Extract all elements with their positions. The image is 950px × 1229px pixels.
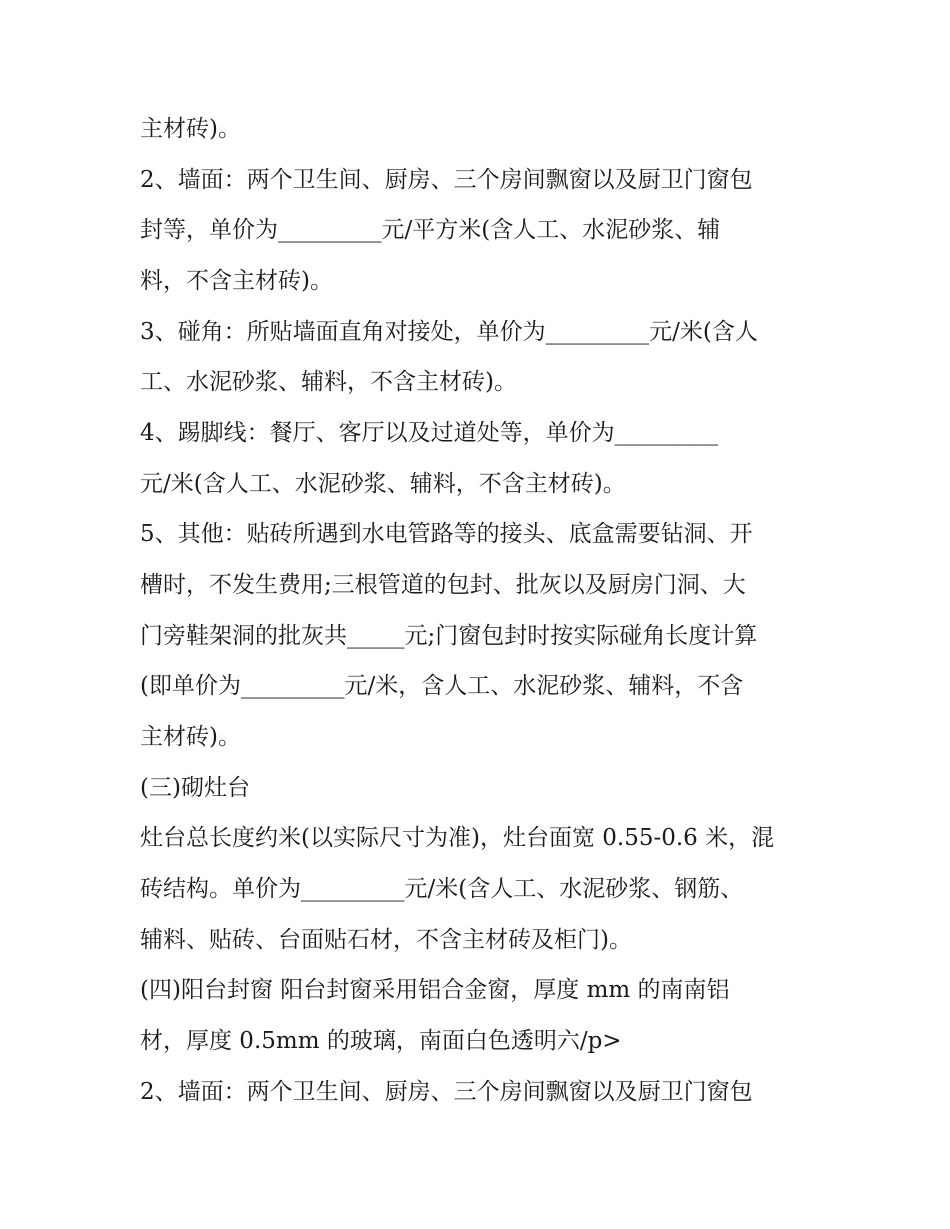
text-line: 4、踢脚线：餐厅、客厅以及过道处等，单价为_________ [140,420,719,446]
text-line: 5、其他：贴砖所遇到水电管路等的接头、底盒需要钻洞、开 [140,521,753,547]
text-line: 辅料、贴砖、台面贴石材，不含主材砖及柜门)。 [140,927,632,953]
text-line: 2、墙面：两个卫生间、厨房、三个房间飘窗以及厨卫门窗包 [140,167,753,193]
text-line: 灶台总长度约米(以实际尺寸为准)，灶台面宽 0.55-0.6 米，混 [140,825,775,851]
text-line: 砖结构。单价为_________元/米(含人工、水泥砂浆、钢筋、 [140,876,744,902]
text-line: 元/米(含人工、水泥砂浆、辅料，不含主材砖)。 [140,471,626,497]
text-line: 料，不含主材砖)。 [140,268,333,294]
text-line: (即单价为_________元/米，含人工、水泥砂浆、辅料，不含 [140,673,744,699]
text-line: 主材砖)。 [140,724,241,750]
text-line: (四)阳台封窗 阳台封窗采用铝合金窗，厚度 mm 的南南铝 [140,977,730,1003]
text-line: 工、水泥砂浆、辅料，不含主材砖)。 [140,369,517,395]
text-line: 槽时，不发生费用;三根管道的包封、批灰以及厨房门洞、大 [140,572,746,598]
text-line: 3、碰角：所贴墙面直角对接处，单价为_________元/米(含人 [140,319,758,345]
section-heading: (三)砌灶台 [140,775,250,801]
text-line: 材，厚度 0.5mm 的玻璃，南面白色透明六/p> [140,1028,622,1054]
text-line: 封等，单价为_________元/平方米(含人工、水泥砂浆、辅 [140,217,721,243]
text-line: 主材砖)。 [140,116,241,142]
text-line: 门旁鞋架洞的批灰共_____元;门窗包封时按实际碰角长度计算 [140,623,758,649]
text-line: 2、墙面：两个卫生间、厨房、三个房间飘窗以及厨卫门窗包 [140,1079,753,1105]
